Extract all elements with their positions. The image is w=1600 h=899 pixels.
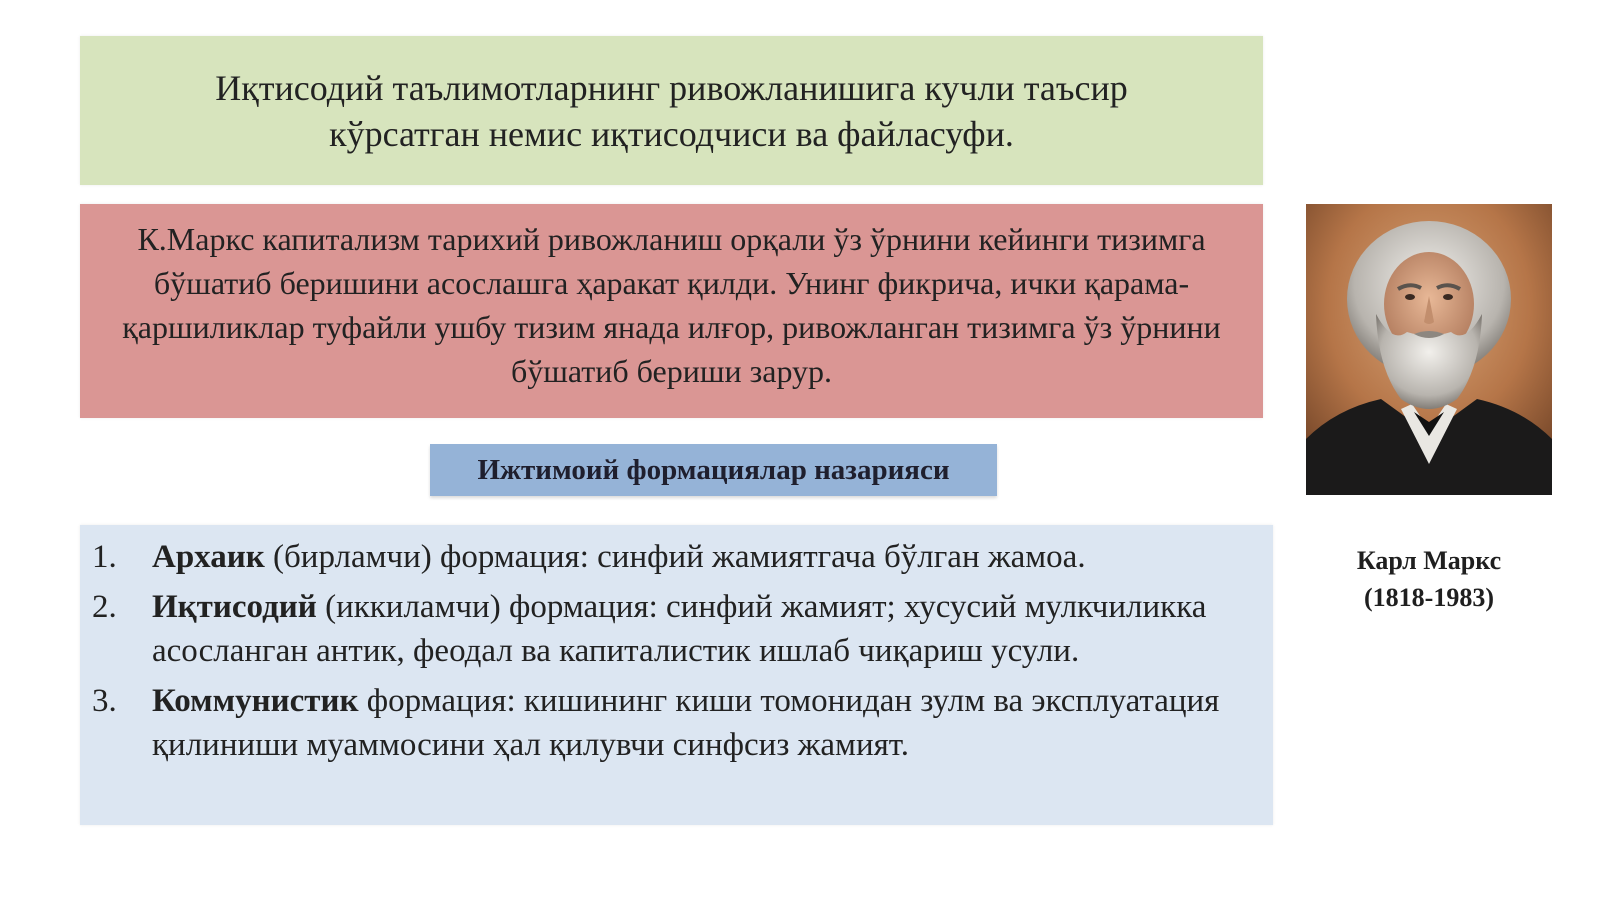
list-item <box>92 535 1233 579</box>
title-line-2: кўрсатган немис иқтисодчиси ва файласуфи. <box>329 113 1014 154</box>
portrait-caption <box>1306 542 1552 616</box>
description-box <box>80 204 1263 418</box>
title-box <box>80 36 1263 185</box>
list-item-term: Коммунистик <box>152 683 359 719</box>
description-text: К.Маркс капитализм тарихий ривожланиш орқали ўз ўрнини кейинги тизимга бўшатиб беришини асослашга ҳаракат қилди. Унинг фикрича, ички қарама-қаршиликлар туфайли ушбу тизим янада илғор, ривожланган тизимга ўз ўрнини бўшатиб бериши зарур. <box>122 221 1221 389</box>
list-item-description: (бирламчи) формация: синфий жамиятгача бўлган жамоа. <box>264 539 1086 575</box>
section-heading <box>430 444 997 496</box>
caption-years: (1818-1983) <box>1364 583 1494 612</box>
list-item <box>92 585 1233 673</box>
list-item-text <box>152 679 1233 767</box>
list-item-text <box>152 585 1233 673</box>
section-heading-text: Ижтимоий формациялар назарияси <box>477 453 950 486</box>
list-item-text <box>152 535 1233 579</box>
list-item-number: 1. <box>92 539 117 575</box>
caption-name: Карл Маркс <box>1356 546 1502 575</box>
title-text <box>215 65 1127 157</box>
list-item-number: 3. <box>92 683 117 719</box>
list-item-description: (иккиламчи) формация: синфий жамият; хусусий мулкчиликка асосланган антик, феодал ва капиталистик ишлаб чиқариш усули. <box>152 589 1207 669</box>
list-item <box>92 679 1233 767</box>
portrait-image <box>1306 204 1552 495</box>
formations-list <box>80 525 1273 825</box>
list-item-term: Иқтисодий <box>152 589 317 625</box>
list-item-term: Архаик <box>152 539 265 575</box>
list-item-number: 2. <box>92 589 117 625</box>
title-line-1: Иқтисодий таълимотларнинг ривожланишига кучли таъсир <box>215 67 1128 108</box>
list-item-description: формация: кишининг киши томонидан зулм ва эксплуатация қилиниши муаммосини ҳал қилувчи синфсиз жамият. <box>152 683 1220 763</box>
